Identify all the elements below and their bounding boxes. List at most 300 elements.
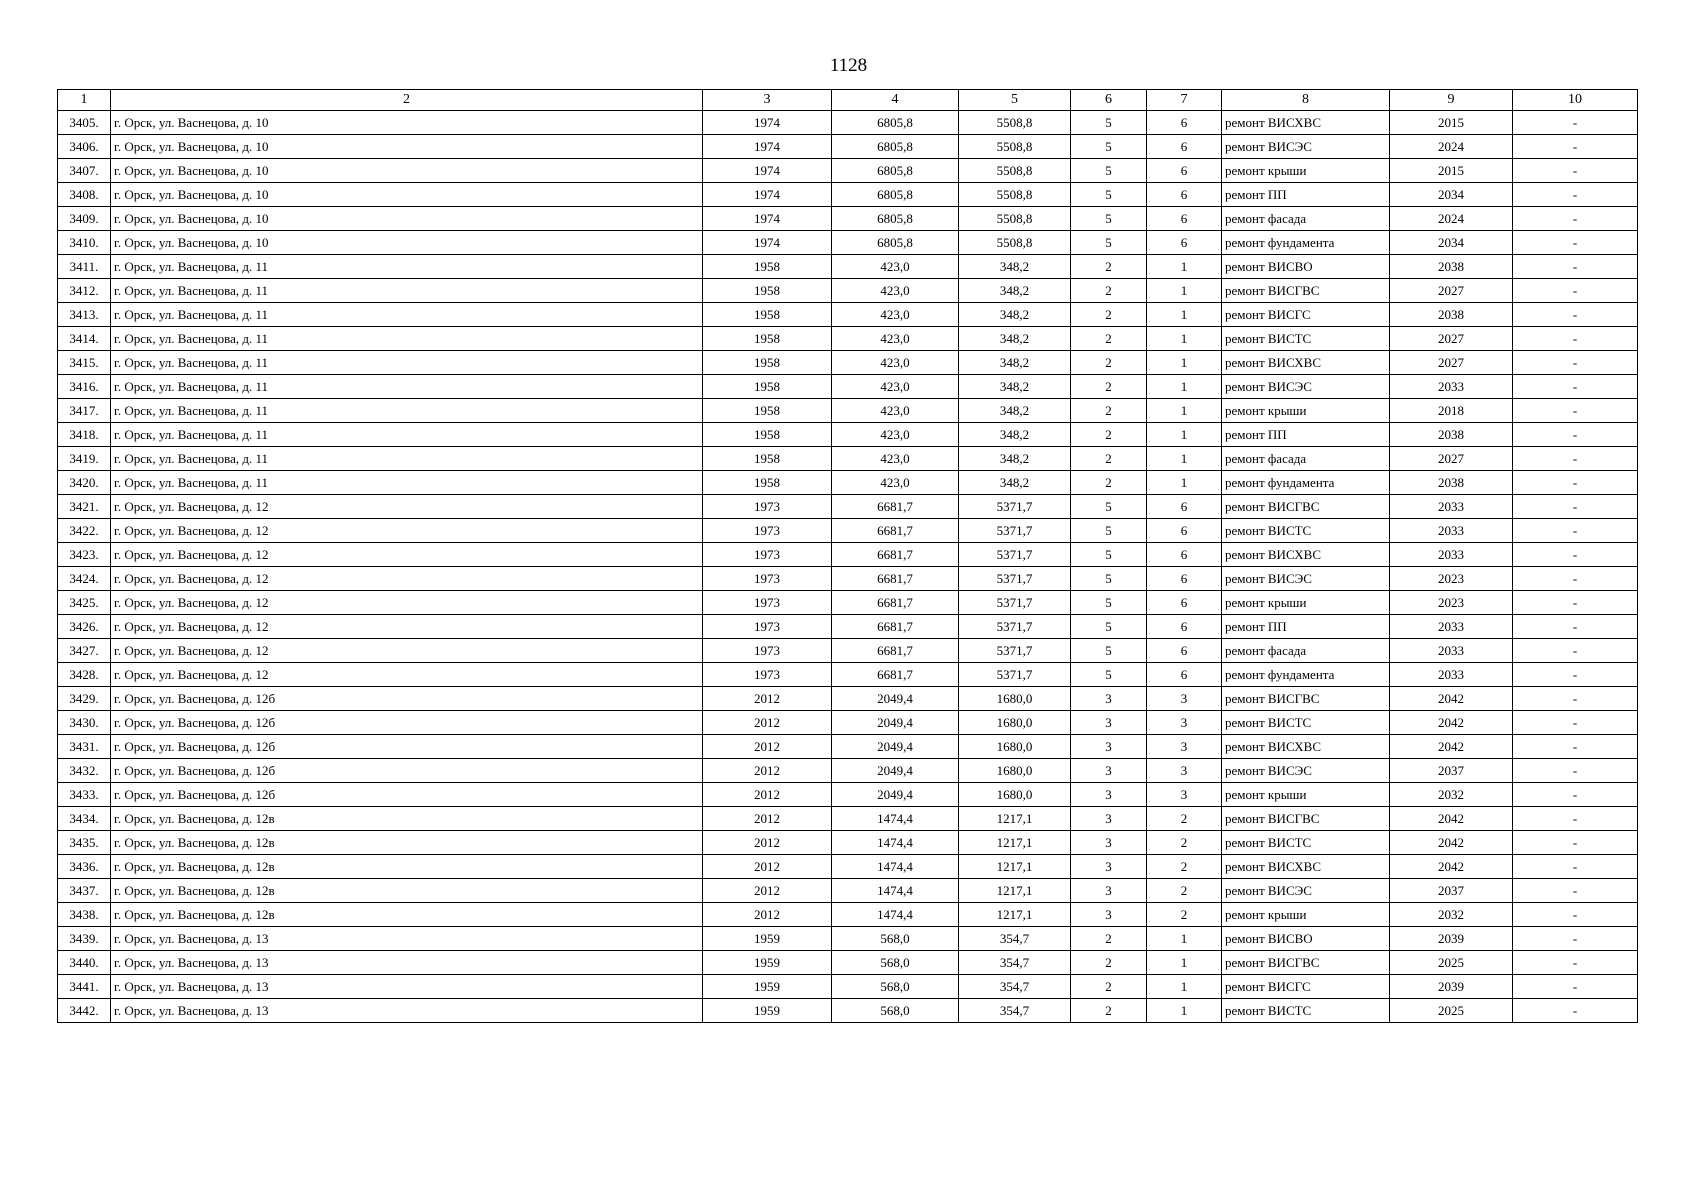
total-area-cell: 423,0 [832,471,959,495]
living-area-cell: 354,7 [959,999,1071,1023]
row-number-cell: 3439. [58,927,111,951]
column-header: 5 [959,90,1071,111]
entrances-cell: 1 [1147,279,1222,303]
living-area-cell: 5508,8 [959,111,1071,135]
table-row [58,951,1638,975]
year-cell: 1958 [703,351,832,375]
work-type-cell: ремонт ВИСВО [1222,255,1390,279]
row-number-cell: 3427. [58,639,111,663]
total-area-cell: 423,0 [832,375,959,399]
work-type-cell: ремонт крыши [1222,591,1390,615]
column-header: 9 [1390,90,1513,111]
floors-cell: 2 [1071,951,1147,975]
year-cell: 1973 [703,639,832,663]
year-cell: 1974 [703,231,832,255]
note-cell: - [1513,471,1638,495]
row-number-cell: 3412. [58,279,111,303]
planned-year-cell: 2038 [1390,303,1513,327]
year-cell: 1974 [703,135,832,159]
table-row [58,687,1638,711]
table-row [58,351,1638,375]
work-type-cell: ремонт крыши [1222,159,1390,183]
table-row [58,447,1638,471]
table-row [58,471,1638,495]
living-area-cell: 5371,7 [959,543,1071,567]
living-area-cell: 354,7 [959,951,1071,975]
year-cell: 1958 [703,279,832,303]
entrances-cell: 6 [1147,159,1222,183]
address-cell: г. Орск, ул. Васнецова, д. 10 [111,135,703,159]
address-cell: г. Орск, ул. Васнецова, д. 11 [111,351,703,375]
floors-cell: 5 [1071,495,1147,519]
living-area-cell: 5508,8 [959,183,1071,207]
address-cell: г. Орск, ул. Васнецова, д. 12 [111,663,703,687]
total-area-cell: 6681,7 [832,663,959,687]
row-number-cell: 3418. [58,423,111,447]
row-number-cell: 3423. [58,543,111,567]
work-type-cell: ремонт фундамента [1222,231,1390,255]
floors-cell: 3 [1071,687,1147,711]
floors-cell: 2 [1071,327,1147,351]
planned-year-cell: 2027 [1390,327,1513,351]
planned-year-cell: 2023 [1390,567,1513,591]
planned-year-cell: 2033 [1390,495,1513,519]
floors-cell: 3 [1071,783,1147,807]
address-cell: г. Орск, ул. Васнецова, д. 11 [111,471,703,495]
entrances-cell: 1 [1147,471,1222,495]
note-cell: - [1513,831,1638,855]
table-row [58,711,1638,735]
entrances-cell: 3 [1147,759,1222,783]
table-row [58,375,1638,399]
planned-year-cell: 2038 [1390,255,1513,279]
floors-cell: 3 [1071,711,1147,735]
table-row [58,663,1638,687]
row-number-cell: 3437. [58,879,111,903]
note-cell: - [1513,207,1638,231]
address-cell: г. Орск, ул. Васнецова, д. 12 [111,543,703,567]
address-cell: г. Орск, ул. Васнецова, д. 11 [111,327,703,351]
column-header: 1 [58,90,111,111]
address-cell: г. Орск, ул. Васнецова, д. 10 [111,183,703,207]
row-number-cell: 3438. [58,903,111,927]
work-type-cell: ремонт крыши [1222,399,1390,423]
year-cell: 1958 [703,327,832,351]
total-area-cell: 6681,7 [832,615,959,639]
work-type-cell: ремонт ВИСТС [1222,327,1390,351]
note-cell: - [1513,663,1638,687]
total-area-cell: 6805,8 [832,183,959,207]
work-type-cell: ремонт ПП [1222,423,1390,447]
planned-year-cell: 2042 [1390,711,1513,735]
total-area-cell: 423,0 [832,351,959,375]
floors-cell: 5 [1071,135,1147,159]
note-cell: - [1513,615,1638,639]
note-cell: - [1513,399,1638,423]
entrances-cell: 6 [1147,543,1222,567]
address-cell: г. Орск, ул. Васнецова, д. 11 [111,279,703,303]
living-area-cell: 348,2 [959,447,1071,471]
total-area-cell: 423,0 [832,255,959,279]
floors-cell: 2 [1071,399,1147,423]
total-area-cell: 2049,4 [832,735,959,759]
work-type-cell: ремонт фасада [1222,447,1390,471]
planned-year-cell: 2042 [1390,735,1513,759]
planned-year-cell: 2027 [1390,447,1513,471]
year-cell: 2012 [703,735,832,759]
entrances-cell: 6 [1147,519,1222,543]
entrances-cell: 6 [1147,639,1222,663]
note-cell: - [1513,543,1638,567]
table-row [58,111,1638,135]
table-row [58,615,1638,639]
living-area-cell: 1680,0 [959,735,1071,759]
note-cell: - [1513,999,1638,1023]
row-number-cell: 3405. [58,111,111,135]
planned-year-cell: 2023 [1390,591,1513,615]
work-type-cell: ремонт крыши [1222,783,1390,807]
year-cell: 1958 [703,303,832,327]
entrances-cell: 2 [1147,879,1222,903]
table-row [58,759,1638,783]
floors-cell: 5 [1071,639,1147,663]
address-cell: г. Орск, ул. Васнецова, д. 11 [111,399,703,423]
total-area-cell: 2049,4 [832,759,959,783]
table-row [58,399,1638,423]
row-number-cell: 3434. [58,807,111,831]
entrances-cell: 6 [1147,591,1222,615]
row-number-cell: 3421. [58,495,111,519]
planned-year-cell: 2042 [1390,687,1513,711]
address-cell: г. Орск, ул. Васнецова, д. 13 [111,999,703,1023]
row-number-cell: 3426. [58,615,111,639]
address-cell: г. Орск, ул. Васнецова, д. 12 [111,519,703,543]
work-type-cell: ремонт ВИСГС [1222,975,1390,999]
work-type-cell: ремонт ВИСХВС [1222,735,1390,759]
entrances-cell: 1 [1147,375,1222,399]
year-cell: 1959 [703,951,832,975]
floors-cell: 2 [1071,471,1147,495]
total-area-cell: 6805,8 [832,135,959,159]
work-type-cell: ремонт фасада [1222,639,1390,663]
table-row [58,975,1638,999]
work-type-cell: ремонт ВИСГВС [1222,951,1390,975]
work-type-cell: ремонт фундамента [1222,663,1390,687]
row-number-cell: 3408. [58,183,111,207]
table-row [58,135,1638,159]
living-area-cell: 1680,0 [959,783,1071,807]
floors-cell: 2 [1071,255,1147,279]
floors-cell: 5 [1071,567,1147,591]
note-cell: - [1513,519,1638,543]
work-type-cell: ремонт ВИСЭС [1222,135,1390,159]
note-cell: - [1513,975,1638,999]
column-header: 4 [832,90,959,111]
floors-cell: 2 [1071,303,1147,327]
living-area-cell: 1217,1 [959,903,1071,927]
note-cell: - [1513,759,1638,783]
total-area-cell: 2049,4 [832,783,959,807]
table-row [58,303,1638,327]
row-number-cell: 3425. [58,591,111,615]
floors-cell: 2 [1071,975,1147,999]
entrances-cell: 6 [1147,231,1222,255]
planned-year-cell: 2015 [1390,159,1513,183]
row-number-cell: 3430. [58,711,111,735]
floors-cell: 2 [1071,423,1147,447]
note-cell: - [1513,279,1638,303]
living-area-cell: 354,7 [959,975,1071,999]
work-type-cell: ремонт ВИСВО [1222,927,1390,951]
planned-year-cell: 2033 [1390,375,1513,399]
work-type-cell: ремонт фундамента [1222,471,1390,495]
planned-year-cell: 2033 [1390,639,1513,663]
planned-year-cell: 2027 [1390,351,1513,375]
entrances-cell: 1 [1147,447,1222,471]
work-type-cell: ремонт ВИСХВС [1222,351,1390,375]
address-cell: г. Орск, ул. Васнецова, д. 12в [111,807,703,831]
total-area-cell: 423,0 [832,303,959,327]
planned-year-cell: 2033 [1390,543,1513,567]
living-area-cell: 348,2 [959,255,1071,279]
row-number-cell: 3442. [58,999,111,1023]
planned-year-cell: 2027 [1390,279,1513,303]
work-type-cell: ремонт ВИСЭС [1222,375,1390,399]
entrances-cell: 1 [1147,303,1222,327]
address-cell: г. Орск, ул. Васнецова, д. 13 [111,975,703,999]
table-row [58,543,1638,567]
row-number-cell: 3435. [58,831,111,855]
address-cell: г. Орск, ул. Васнецова, д. 10 [111,231,703,255]
address-cell: г. Орск, ул. Васнецова, д. 12в [111,879,703,903]
total-area-cell: 6681,7 [832,519,959,543]
note-cell: - [1513,111,1638,135]
total-area-cell: 423,0 [832,399,959,423]
planned-year-cell: 2025 [1390,951,1513,975]
work-type-cell: ремонт ВИСХВС [1222,543,1390,567]
planned-year-cell: 2025 [1390,999,1513,1023]
table-row [58,255,1638,279]
work-type-cell: ремонт ВИСТС [1222,711,1390,735]
address-cell: г. Орск, ул. Васнецова, д. 10 [111,111,703,135]
row-number-cell: 3413. [58,303,111,327]
note-cell: - [1513,255,1638,279]
address-cell: г. Орск, ул. Васнецова, д. 12 [111,591,703,615]
year-cell: 1973 [703,519,832,543]
table-row [58,855,1638,879]
year-cell: 2012 [703,687,832,711]
note-cell: - [1513,495,1638,519]
planned-year-cell: 2037 [1390,879,1513,903]
planned-year-cell: 2039 [1390,927,1513,951]
living-area-cell: 1217,1 [959,807,1071,831]
work-type-cell: ремонт крыши [1222,903,1390,927]
planned-year-cell: 2024 [1390,207,1513,231]
living-area-cell: 1217,1 [959,879,1071,903]
living-area-cell: 5371,7 [959,615,1071,639]
living-area-cell: 5371,7 [959,591,1071,615]
floors-cell: 2 [1071,279,1147,303]
table-row [58,639,1638,663]
work-type-cell: ремонт ПП [1222,615,1390,639]
table-row [58,783,1638,807]
table-row [58,207,1638,231]
row-number-cell: 3422. [58,519,111,543]
floors-cell: 5 [1071,543,1147,567]
entrances-cell: 6 [1147,663,1222,687]
living-area-cell: 348,2 [959,471,1071,495]
work-type-cell: ремонт ВИСТС [1222,831,1390,855]
entrances-cell: 2 [1147,855,1222,879]
row-number-cell: 3414. [58,327,111,351]
address-cell: г. Орск, ул. Васнецова, д. 11 [111,423,703,447]
year-cell: 1974 [703,207,832,231]
note-cell: - [1513,735,1638,759]
row-number-cell: 3407. [58,159,111,183]
total-area-cell: 1474,4 [832,855,959,879]
entrances-cell: 6 [1147,111,1222,135]
year-cell: 2012 [703,783,832,807]
living-area-cell: 1680,0 [959,711,1071,735]
note-cell: - [1513,183,1638,207]
living-area-cell: 348,2 [959,327,1071,351]
row-number-cell: 3416. [58,375,111,399]
year-cell: 1974 [703,183,832,207]
planned-year-cell: 2033 [1390,519,1513,543]
living-area-cell: 348,2 [959,423,1071,447]
living-area-cell: 1217,1 [959,831,1071,855]
living-area-cell: 5371,7 [959,519,1071,543]
table-row [58,327,1638,351]
floors-cell: 5 [1071,207,1147,231]
floors-cell: 3 [1071,807,1147,831]
address-cell: г. Орск, ул. Васнецова, д. 12б [111,687,703,711]
total-area-cell: 423,0 [832,447,959,471]
total-area-cell: 2049,4 [832,711,959,735]
planned-year-cell: 2018 [1390,399,1513,423]
living-area-cell: 348,2 [959,399,1071,423]
row-number-cell: 3433. [58,783,111,807]
work-type-cell: ремонт ВИСЭС [1222,879,1390,903]
table-row [58,183,1638,207]
work-type-cell: ремонт ВИСГВС [1222,807,1390,831]
year-cell: 1958 [703,375,832,399]
table-row [58,279,1638,303]
total-area-cell: 568,0 [832,951,959,975]
entrances-cell: 6 [1147,615,1222,639]
entrances-cell: 2 [1147,831,1222,855]
living-area-cell: 5508,8 [959,231,1071,255]
living-area-cell: 354,7 [959,927,1071,951]
address-cell: г. Орск, ул. Васнецова, д. 11 [111,255,703,279]
planned-year-cell: 2032 [1390,903,1513,927]
living-area-cell: 5371,7 [959,639,1071,663]
column-header: 3 [703,90,832,111]
address-cell: г. Орск, ул. Васнецова, д. 11 [111,447,703,471]
entrances-cell: 1 [1147,423,1222,447]
living-area-cell: 348,2 [959,303,1071,327]
entrances-cell: 6 [1147,135,1222,159]
note-cell: - [1513,447,1638,471]
row-number-cell: 3429. [58,687,111,711]
floors-cell: 3 [1071,855,1147,879]
column-header: 8 [1222,90,1390,111]
entrances-cell: 1 [1147,351,1222,375]
note-cell: - [1513,903,1638,927]
note-cell: - [1513,927,1638,951]
total-area-cell: 6681,7 [832,567,959,591]
table-row [58,927,1638,951]
total-area-cell: 6681,7 [832,639,959,663]
row-number-cell: 3432. [58,759,111,783]
table-row [58,807,1638,831]
living-area-cell: 348,2 [959,279,1071,303]
address-cell: г. Орск, ул. Васнецова, д. 10 [111,207,703,231]
year-cell: 1973 [703,615,832,639]
floors-cell: 5 [1071,231,1147,255]
year-cell: 1958 [703,399,832,423]
year-cell: 1973 [703,663,832,687]
registry-table [57,89,1638,1023]
table-row [58,495,1638,519]
planned-year-cell: 2037 [1390,759,1513,783]
table-row [58,903,1638,927]
year-cell: 1958 [703,447,832,471]
row-number-cell: 3424. [58,567,111,591]
total-area-cell: 1474,4 [832,831,959,855]
note-cell: - [1513,711,1638,735]
total-area-cell: 6805,8 [832,231,959,255]
planned-year-cell: 2033 [1390,615,1513,639]
total-area-cell: 6805,8 [832,111,959,135]
planned-year-cell: 2033 [1390,663,1513,687]
living-area-cell: 5371,7 [959,495,1071,519]
total-area-cell: 6681,7 [832,543,959,567]
floors-cell: 5 [1071,519,1147,543]
total-area-cell: 2049,4 [832,687,959,711]
year-cell: 1959 [703,975,832,999]
row-number-cell: 3409. [58,207,111,231]
table-row [58,831,1638,855]
total-area-cell: 6681,7 [832,591,959,615]
year-cell: 2012 [703,759,832,783]
note-cell: - [1513,567,1638,591]
table-row [58,999,1638,1023]
row-number-cell: 3436. [58,855,111,879]
total-area-cell: 6681,7 [832,495,959,519]
planned-year-cell: 2042 [1390,831,1513,855]
note-cell: - [1513,879,1638,903]
header-row [58,90,1638,111]
address-cell: г. Орск, ул. Васнецова, д. 12б [111,735,703,759]
entrances-cell: 3 [1147,783,1222,807]
living-area-cell: 1680,0 [959,759,1071,783]
table-body [58,111,1638,1023]
total-area-cell: 568,0 [832,999,959,1023]
note-cell: - [1513,783,1638,807]
column-header: 6 [1071,90,1147,111]
planned-year-cell: 2024 [1390,135,1513,159]
note-cell: - [1513,807,1638,831]
note-cell: - [1513,231,1638,255]
total-area-cell: 423,0 [832,423,959,447]
living-area-cell: 1217,1 [959,855,1071,879]
entrances-cell: 1 [1147,975,1222,999]
year-cell: 1973 [703,543,832,567]
year-cell: 2012 [703,903,832,927]
year-cell: 2012 [703,711,832,735]
living-area-cell: 348,2 [959,351,1071,375]
